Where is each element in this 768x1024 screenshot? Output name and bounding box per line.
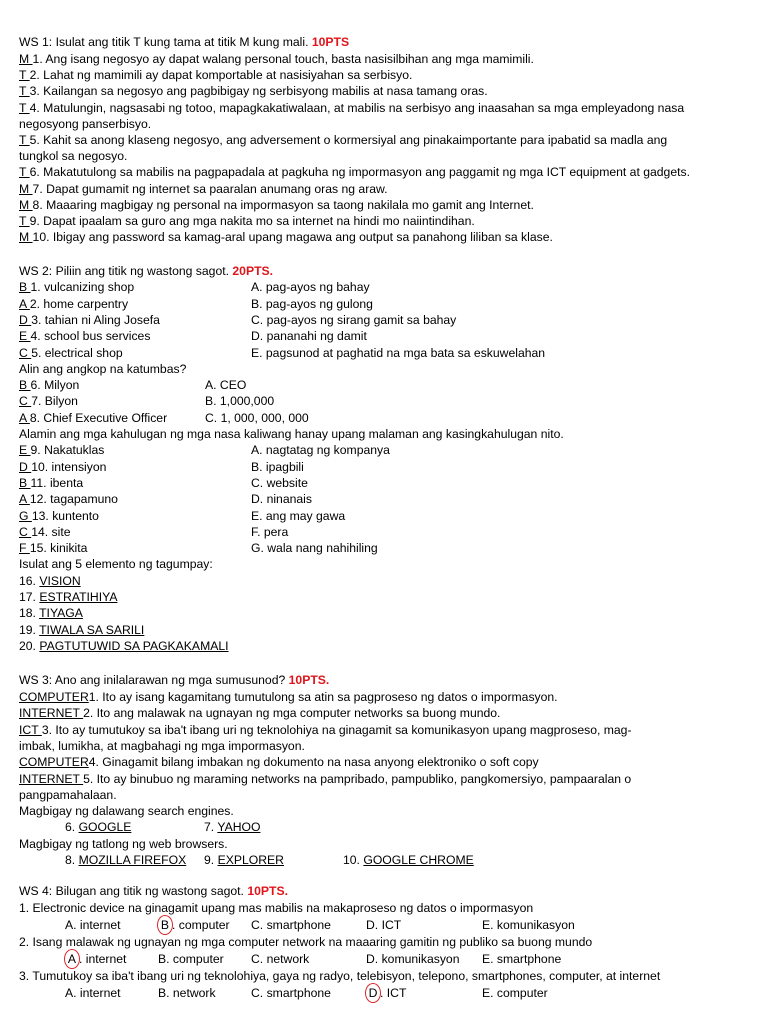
ws1-item [19,83,488,99]
ws4-title-text: WS 4: Bilugan ang titik ng wastong sagot. [19,884,248,898]
item-text: 13. kuntento [31,508,99,523]
answer-blank: C [19,345,32,360]
choice-option: A. pag-ayos ng bahay [251,280,370,295]
item-text: 5. Kahit sa anong klaseng negosyo, ang adversement o kormersiyal ang pinakaimportante para ipabatid sa madla ang [29,133,668,147]
ws3-prompt [19,836,228,852]
answer-blank: M [19,181,33,196]
item-text: 4. school bus services [30,329,151,344]
item-text: 12. tagapamuno [29,492,118,507]
answer-blank: A [19,410,30,425]
answer-blank: T [19,133,30,147]
prompt-text: Magbigay ng tatlong ng web browsers. [19,836,228,851]
item-text: 14. site [31,524,71,539]
item-text: 7. Dapat gumamit ng internet sa paaralan anumang oras ng araw. [32,181,388,196]
answer-blank: F [19,541,30,556]
ws4-question [19,968,660,984]
item-number: 18. [19,606,40,621]
ws1-title [19,34,349,50]
answer-blank: T [19,100,30,115]
answer-text: PAGTUTUWID SA PAGKAKAMALI [39,638,229,653]
item-text: 5. electrical shop [31,345,123,360]
circled-answer: A [64,949,80,969]
option-text: E. computer [482,986,548,1000]
item-text: negosyong panserbisyo. [19,116,152,131]
ws1-item [19,67,412,83]
item-text: 1. Ang isang negosyo ay dapat walang personal touch, basta nasisilbihan ang mga mamimili. [32,52,534,66]
choice-option: A. CEO [205,378,247,393]
answer-blank: ICT [19,722,42,737]
answer-blank: M [19,197,33,212]
item-text: 9. Nakatuklas [30,443,105,458]
answer-blank: T [19,84,30,99]
answer-blank: B [19,378,31,393]
option-text: C. smartphone [251,918,331,932]
answer-blank: T [19,68,30,83]
answer-text: TIYAGA [39,606,83,621]
answer-blank: T [19,165,30,180]
ws1-item [19,164,690,180]
item-number: 19. [19,622,40,637]
answer-option [251,917,331,933]
answer-option [366,985,406,1001]
choice-option: B. pag-ayos ng gulong [251,296,373,311]
choice-option: E. ang may gawa [251,508,346,523]
answer-blank: M [19,230,33,245]
ws1-points: 10PTS [311,35,350,49]
item-text: 8. Chief Executive Officer [29,410,168,425]
answer-blank: COMPUTER [19,755,89,770]
option-text: D. komunikasyon [366,952,460,966]
option-text: C. smartphone [251,986,331,1000]
answer-option [366,917,401,933]
ws2-match-row [19,328,150,344]
item-text: 6. Milyon [30,378,80,393]
ws4-question [19,934,592,950]
option-text: D. ICT [366,918,402,932]
option-text: . internet [79,952,127,966]
ws4-question [19,900,533,916]
answer-option [65,951,126,967]
answer-blank: D [19,312,32,327]
ws1-item [19,116,151,132]
browser-8 [65,852,186,868]
item-text: 4. Ginagamit bilang imbakan ng dokumento na nasa anyong elektroniko o soft copy [88,755,539,770]
choice-option: F. pera [251,524,289,539]
answer-option [65,917,121,933]
answer-text: YAHOO [217,820,261,835]
browser-10 [343,852,474,868]
item-text: 2. home carpentry [29,296,129,311]
item-text: 2. Ito ang malawak na ugnayan ng mga computer networks sa buong mundo. [83,706,501,721]
ws1-item [19,51,534,67]
item-number: 9. [204,853,218,867]
circled-answer: B [157,915,173,935]
choice-option: C. website [251,475,308,490]
item-number: 17. [19,590,40,604]
item-text: 6. Makatutulong sa mabilis na pagpapadala at pagkuha ng impormasyon ang paggamit ng mga ICT equipment at gadgets. [29,165,690,180]
answer-option [482,985,548,1001]
ws3-item [19,771,631,787]
answer-blank: E [19,443,31,458]
item-number: 10. [343,853,364,867]
ws4-title [19,883,288,899]
item-text: 5. Ito ay binubuo ng maraming networks na pampribado, pampubliko, pangkomersiyo, pampaaralan o [83,771,632,786]
ws2-equiv-row [19,377,79,393]
ws4-points: 10PTS. [247,884,288,898]
answer-text: ESTRATIHIYA [39,590,118,604]
ws3-title [19,672,329,688]
choice-option: B. ipagbili [251,459,304,474]
browser-9 [204,852,284,868]
item-text: 11. ibenta [30,475,84,490]
ws3-item [19,689,558,705]
answer-text: GOOGLE CHROME [363,853,474,867]
item-number: 20. [19,638,40,653]
choice-option: C. 1, 000, 000, 000 [205,410,309,425]
ws2-prompt [19,361,186,377]
ws1-item [19,229,553,245]
item-text: 7. Bilyon [31,394,78,409]
ws3-item [19,738,305,754]
ws1-title-text: WS 1: Isulat ang titik T kung tama at titik M kung mali. [19,35,312,49]
circled-answer: D [365,983,381,1003]
option-text: . ICT [380,986,407,1000]
answer-option [482,917,575,933]
ws2-match-row [19,296,128,312]
ws3-item [19,705,500,721]
answer-option [158,951,224,967]
ws2-match-row [19,279,134,295]
answer-text: TIWALA SA SARILI [39,622,145,637]
ws2-match-row [19,345,123,361]
item-number: 16. [19,573,40,588]
answer-option [366,951,459,967]
item-text: 8. Maaaring magbigay ng personal na impormasyon sa taong nakilala mo gamit ang Internet. [32,197,534,212]
answer-blank: E [19,329,31,344]
ws1-item [19,197,534,213]
search-engine-6 [65,819,131,835]
answer-option [251,951,309,967]
ws2-meaning-row [19,459,106,475]
answer-blank: A [19,492,30,507]
ws2-title-text: WS 2: Piliin ang titik ng wastong sagot. [19,264,233,278]
option-text: B. computer [158,952,224,966]
item-text: 15. kinikita [29,541,88,556]
question-text: 3. Tumutukoy sa iba't ibang uri ng teknolohiya, gaya ng radyo, telebisyon, telepono, smartphones, computer, at internet [19,969,661,983]
ws3-item [19,787,117,803]
answer-blank: A [19,296,30,311]
answer-option [65,985,121,1001]
answer-blank: C [19,524,32,539]
ws2-element-row [19,605,83,621]
item-text: imbak, lumikha, at magbahagi ng mga impormasyon. [19,738,305,753]
item-text: 3. tahian ni Aling Josefa [31,312,160,327]
ws2-title [19,263,273,279]
item-text: 2. Lahat ng mamimili ay dapat komportable at nasisiyahan sa serbisyo. [29,68,413,83]
option-text: E. komunikasyon [482,918,575,932]
ws3-prompt [19,803,234,819]
ws2-meaning-row [19,540,87,556]
ws2-prompt [19,426,564,442]
answer-blank: B [19,475,31,490]
item-text: pangpamahalaan. [19,787,117,802]
prompt-text: Magbigay ng dalawang search engines. [19,804,234,819]
answer-option [158,985,216,1001]
ws2-points: 20PTS. [232,264,274,278]
ws3-item [19,722,632,738]
item-text: 10. intensiyon [31,459,107,474]
item-text: 3. Ito ay tumutukoy sa iba't ibang uri ng teknolohiya na ginagamit sa komunikasyon upang magproseso, mag- [41,722,632,737]
answer-option [251,985,331,1001]
answer-blank: M [19,52,33,66]
ws1-item [19,213,475,229]
item-number: 8. [65,853,79,867]
option-text: C. network [251,952,310,966]
choice-option: D. ninanais [251,492,312,507]
choice-option: D. pananahi ng damit [251,329,367,344]
ws3-item [19,754,539,770]
option-text: E. smartphone [482,952,562,966]
ws2-element-row [19,589,117,605]
ws1-item [19,181,388,197]
ws2-meaning-row [19,491,118,507]
ws1-item [19,148,127,164]
ws2-match-row [19,312,160,328]
ws2-element-row [19,638,229,654]
answer-blank: INTERNET [19,771,84,786]
item-text: 10. Ibigay ang password sa kamag-aral upang magawa ang output sa panahong liliban sa klase. [32,230,553,245]
item-text: 4. Matulungin, nagsasabi ng totoo, mapagkakatiwalaan, at mabilis na serbisyo ang inaasahan sa mga empleyadong nasa [29,100,685,115]
answer-text: VISION [39,573,81,588]
choice-option: E. pagsunod at paghatid na mga bata sa eskuwelahan [251,345,546,360]
answer-blank: C [19,394,32,409]
item-number: 6. [65,820,79,835]
answer-blank: G [19,508,32,523]
answer-text: EXPLORER [217,853,284,867]
ws2-element-row [19,622,144,638]
ws2-meaning-row [19,442,104,458]
choice-option: A. nagtatag ng kompanya [251,443,390,458]
ws2-meaning-row [19,508,99,524]
item-text: 9. Dapat ipaalam sa guro ang mga nakita mo sa internet na hindi mo naiintindihan. [29,214,475,228]
answer-blank: T [19,214,30,228]
ws2-equiv-row [19,393,78,409]
option-text: B. network [158,986,216,1000]
ws3-title-text: WS 3: Ano ang inilalarawan ng mga sumusunod? [19,673,289,687]
item-number: 7. [204,820,218,835]
prompt-text: Isulat ang 5 elemento ng tagumpay: [19,557,213,572]
answer-blank: INTERNET [19,706,84,721]
item-text: 1. vulcanizing shop [30,280,135,295]
answer-text: GOOGLE [78,820,132,835]
answer-text: MOZILLA FIREFOX [78,853,187,867]
ws2-meaning-row [19,475,83,491]
answer-blank: COMPUTER [19,690,89,704]
choice-option: B. 1,000,000 [205,394,275,409]
prompt-text: Alin ang angkop na katumbas? [19,361,187,376]
answer-option [482,951,561,967]
item-text: 3. Kailangan sa negosyo ang pagbibigay ng serbisyong mabilis at nasa tamang oras. [29,84,488,99]
ws2-prompt [19,556,213,572]
ws3-points: 10PTS. [288,673,330,687]
prompt-text: Alamin ang mga kahulugan ng mga nasa kaliwang hanay upang malaman ang kasingkahulugan nito. [19,427,564,441]
ws1-item [19,132,667,148]
answer-blank: D [19,459,32,474]
ws1-item [19,100,684,116]
item-text: 1. Ito ay isang kagamitang tumutulong sa atin sa pagproseso ng datos o impormasyon. [88,690,558,704]
item-text: tungkol sa negosyo. [19,149,128,164]
ws2-element-row [19,573,81,589]
search-engine-7 [204,819,260,835]
option-text: A. internet [65,986,121,1000]
answer-option [158,917,230,933]
choice-option: G. wala nang nahihiling [251,541,378,556]
choice-option: C. pag-ayos ng sirang gamit sa bahay [251,312,457,327]
option-text: . computer [172,918,230,932]
question-text: 2. Isang malawak ng ugnayan ng mga computer network na maaaring gamitin ng publiko sa buong mundo [19,935,593,949]
ws2-equiv-row [19,410,167,426]
option-text: A. internet [65,918,121,932]
answer-blank: B [19,280,31,295]
ws2-meaning-row [19,524,70,540]
question-text: 1. Electronic device na ginagamit upang mas mabilis na makaproseso ng datos o impormasyon [19,901,534,915]
